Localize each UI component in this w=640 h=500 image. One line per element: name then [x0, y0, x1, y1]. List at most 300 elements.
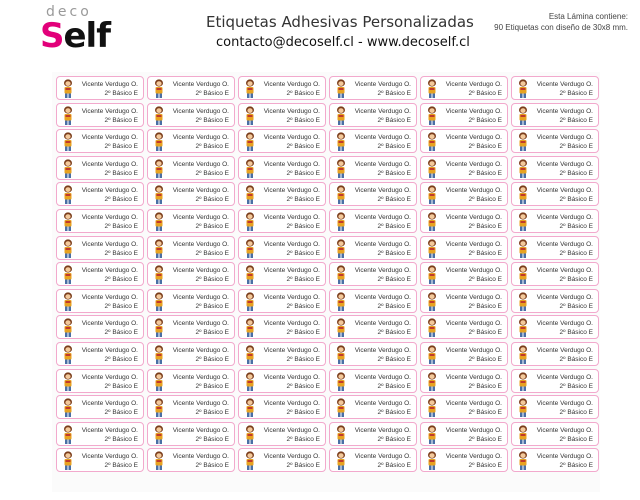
name-label	[420, 236, 508, 260]
label-student-name: Vicente Verdugo O.	[172, 134, 229, 142]
label-student-name: Vicente Verdugo O.	[81, 373, 138, 381]
label-student-name: Vicente Verdugo O.	[81, 213, 138, 221]
label-student-name: Vicente Verdugo O.	[81, 320, 138, 328]
label-text	[446, 346, 502, 364]
label-text	[173, 346, 229, 364]
label-course: 2º Básico E	[104, 409, 138, 417]
label-text	[173, 452, 229, 470]
name-label	[147, 289, 235, 313]
label-course: 2º Básico E	[286, 276, 320, 284]
cartoon-character-icon	[336, 132, 346, 152]
label-student-name: Vicente Verdugo O.	[263, 426, 320, 434]
label-text	[537, 80, 593, 98]
name-label	[238, 182, 326, 206]
label-course: 2º Básico E	[377, 462, 411, 470]
label-course: 2º Básico E	[468, 382, 502, 390]
label-course: 2º Básico E	[195, 302, 229, 310]
label-course: 2º Básico E	[468, 409, 502, 417]
name-label	[56, 448, 144, 472]
name-label	[329, 422, 417, 446]
label-text	[82, 213, 138, 231]
label-student-name: Vicente Verdugo O.	[354, 293, 411, 301]
cartoon-character-icon	[336, 318, 346, 338]
name-label	[147, 103, 235, 127]
label-course: 2º Básico E	[104, 355, 138, 363]
label-student-name: Vicente Verdugo O.	[354, 400, 411, 408]
label-text	[82, 160, 138, 178]
label-text	[264, 293, 320, 311]
label-text	[82, 240, 138, 258]
label-student-name: Vicente Verdugo O.	[172, 160, 229, 168]
cartoon-character-icon	[336, 451, 346, 471]
label-student-name: Vicente Verdugo O.	[172, 267, 229, 275]
cartoon-character-icon	[63, 239, 73, 259]
name-label	[56, 156, 144, 180]
cartoon-character-icon	[518, 265, 528, 285]
cartoon-character-icon	[427, 372, 437, 392]
cartoon-character-icon	[245, 185, 255, 205]
label-course: 2º Básico E	[559, 462, 593, 470]
label-text	[537, 373, 593, 391]
cartoon-character-icon	[336, 159, 346, 179]
name-label	[238, 103, 326, 127]
name-label	[147, 315, 235, 339]
label-course: 2º Básico E	[195, 143, 229, 151]
name-label	[238, 156, 326, 180]
cartoon-character-icon	[63, 398, 73, 418]
cartoon-character-icon	[427, 132, 437, 152]
label-student-name: Vicente Verdugo O.	[354, 373, 411, 381]
name-label	[511, 369, 599, 393]
cartoon-character-icon	[427, 212, 437, 232]
name-label	[56, 262, 144, 286]
label-student-name: Vicente Verdugo O.	[172, 373, 229, 381]
label-student-name: Vicente Verdugo O.	[445, 293, 502, 301]
cartoon-character-icon	[245, 106, 255, 126]
name-label	[56, 76, 144, 100]
label-student-name: Vicente Verdugo O.	[263, 107, 320, 115]
cartoon-character-icon	[245, 398, 255, 418]
name-label	[511, 103, 599, 127]
label-student-name: Vicente Verdugo O.	[263, 320, 320, 328]
name-label	[329, 289, 417, 313]
name-label	[511, 315, 599, 339]
label-course: 2º Básico E	[377, 409, 411, 417]
label-text	[446, 373, 502, 391]
label-student-name: Vicente Verdugo O.	[445, 373, 502, 381]
label-text	[537, 133, 593, 151]
name-label	[420, 156, 508, 180]
label-text	[173, 426, 229, 444]
label-student-name: Vicente Verdugo O.	[536, 426, 593, 434]
label-course: 2º Básico E	[559, 249, 593, 257]
cartoon-character-icon	[154, 265, 164, 285]
cartoon-character-icon	[63, 451, 73, 471]
cartoon-character-icon	[154, 212, 164, 232]
label-student-name: Vicente Verdugo O.	[263, 346, 320, 354]
cartoon-character-icon	[63, 79, 73, 99]
label-student-name: Vicente Verdugo O.	[536, 160, 593, 168]
label-grid	[56, 76, 599, 472]
sheet-info	[428, 11, 628, 33]
label-course: 2º Básico E	[104, 90, 138, 97]
label-student-name: Vicente Verdugo O.	[445, 267, 502, 275]
label-text	[355, 240, 411, 258]
name-label	[420, 262, 508, 286]
label-course: 2º Básico E	[468, 116, 502, 124]
label-text	[264, 319, 320, 337]
label-student-name: Vicente Verdugo O.	[445, 346, 502, 354]
label-student-name: Vicente Verdugo O.	[445, 320, 502, 328]
name-label	[329, 448, 417, 472]
label-student-name: Vicente Verdugo O.	[81, 400, 138, 408]
name-label	[329, 129, 417, 153]
name-label	[147, 182, 235, 206]
name-label	[420, 289, 508, 313]
label-text	[446, 319, 502, 337]
label-student-name: Vicente Verdugo O.	[263, 81, 320, 88]
label-student-name: Vicente Verdugo O.	[445, 160, 502, 168]
label-text	[537, 266, 593, 284]
logo-deco-text: deco	[46, 4, 92, 20]
name-label	[420, 129, 508, 153]
label-student-name: Vicente Verdugo O.	[536, 187, 593, 195]
cartoon-character-icon	[518, 79, 528, 99]
label-text	[82, 373, 138, 391]
cartoon-character-icon	[427, 292, 437, 312]
label-course: 2º Básico E	[195, 249, 229, 257]
cartoon-character-icon	[518, 132, 528, 152]
label-text	[355, 426, 411, 444]
label-course: 2º Básico E	[195, 90, 229, 97]
label-text	[355, 133, 411, 151]
label-student-name: Vicente Verdugo O.	[81, 160, 138, 168]
label-course: 2º Básico E	[468, 169, 502, 177]
label-course: 2º Básico E	[559, 302, 593, 310]
cartoon-character-icon	[336, 292, 346, 312]
label-text	[173, 107, 229, 125]
cartoon-character-icon	[518, 292, 528, 312]
name-label	[329, 262, 417, 286]
label-course: 2º Básico E	[104, 249, 138, 257]
label-student-name: Vicente Verdugo O.	[172, 320, 229, 328]
sheet-info-line2: 90 Etiquetas con diseño de 30x8 mm.	[494, 23, 628, 32]
label-text	[446, 80, 502, 98]
label-course: 2º Básico E	[195, 382, 229, 390]
label-student-name: Vicente Verdugo O.	[445, 240, 502, 248]
cartoon-character-icon	[154, 106, 164, 126]
label-text	[82, 426, 138, 444]
name-label	[147, 236, 235, 260]
label-course: 2º Básico E	[559, 116, 593, 124]
cartoon-character-icon	[427, 239, 437, 259]
label-student-name: Vicente Verdugo O.	[172, 187, 229, 195]
label-text	[173, 213, 229, 231]
label-text	[264, 373, 320, 391]
label-text	[82, 107, 138, 125]
label-text	[264, 186, 320, 204]
label-student-name: Vicente Verdugo O.	[536, 107, 593, 115]
label-student-name: Vicente Verdugo O.	[263, 373, 320, 381]
label-student-name: Vicente Verdugo O.	[354, 453, 411, 461]
name-label	[329, 103, 417, 127]
cartoon-character-icon	[245, 212, 255, 232]
label-student-name: Vicente Verdugo O.	[354, 267, 411, 275]
label-text	[264, 107, 320, 125]
name-label	[56, 182, 144, 206]
label-course: 2º Básico E	[104, 329, 138, 337]
cartoon-character-icon	[427, 451, 437, 471]
label-student-name: Vicente Verdugo O.	[445, 453, 502, 461]
name-label	[147, 448, 235, 472]
cartoon-character-icon	[245, 79, 255, 99]
label-text	[264, 266, 320, 284]
cartoon-character-icon	[63, 265, 73, 285]
label-text	[355, 213, 411, 231]
name-label	[56, 289, 144, 313]
label-text	[537, 452, 593, 470]
name-label	[56, 315, 144, 339]
label-text	[264, 213, 320, 231]
label-text	[173, 373, 229, 391]
label-student-name: Vicente Verdugo O.	[263, 213, 320, 221]
label-text	[173, 266, 229, 284]
label-student-name: Vicente Verdugo O.	[172, 426, 229, 434]
label-text	[82, 399, 138, 417]
label-text	[355, 319, 411, 337]
label-text	[173, 319, 229, 337]
label-course: 2º Básico E	[468, 329, 502, 337]
label-text	[446, 213, 502, 231]
label-student-name: Vicente Verdugo O.	[354, 320, 411, 328]
label-student-name: Vicente Verdugo O.	[354, 107, 411, 115]
label-course: 2º Básico E	[377, 302, 411, 310]
label-text	[82, 133, 138, 151]
label-text	[537, 319, 593, 337]
label-student-name: Vicente Verdugo O.	[172, 293, 229, 301]
cartoon-character-icon	[336, 106, 346, 126]
label-course: 2º Básico E	[377, 222, 411, 230]
label-student-name: Vicente Verdugo O.	[536, 213, 593, 221]
label-course: 2º Básico E	[104, 302, 138, 310]
label-course: 2º Básico E	[377, 382, 411, 390]
name-label	[420, 103, 508, 127]
cartoon-character-icon	[245, 292, 255, 312]
label-text	[264, 426, 320, 444]
label-student-name: Vicente Verdugo O.	[81, 426, 138, 434]
cartoon-character-icon	[63, 132, 73, 152]
label-course: 2º Básico E	[559, 143, 593, 151]
label-course: 2º Básico E	[468, 355, 502, 363]
label-text	[446, 426, 502, 444]
cartoon-character-icon	[63, 106, 73, 126]
label-course: 2º Básico E	[468, 196, 502, 204]
label-course: 2º Básico E	[286, 329, 320, 337]
cartoon-character-icon	[427, 398, 437, 418]
name-label	[56, 103, 144, 127]
label-text	[82, 346, 138, 364]
name-label	[238, 342, 326, 366]
cartoon-character-icon	[154, 185, 164, 205]
cartoon-character-icon	[336, 212, 346, 232]
label-course: 2º Básico E	[468, 462, 502, 470]
label-student-name: Vicente Verdugo O.	[536, 320, 593, 328]
label-student-name: Vicente Verdugo O.	[536, 81, 593, 88]
label-student-name: Vicente Verdugo O.	[263, 187, 320, 195]
label-text	[355, 399, 411, 417]
name-label	[511, 448, 599, 472]
name-label	[147, 262, 235, 286]
label-course: 2º Básico E	[377, 355, 411, 363]
label-course: 2º Básico E	[104, 435, 138, 443]
name-label	[238, 76, 326, 100]
cartoon-character-icon	[518, 185, 528, 205]
name-label	[238, 448, 326, 472]
label-student-name: Vicente Verdugo O.	[536, 453, 593, 461]
label-student-name: Vicente Verdugo O.	[445, 213, 502, 221]
name-label	[238, 289, 326, 313]
label-text	[446, 160, 502, 178]
cartoon-character-icon	[154, 318, 164, 338]
label-student-name: Vicente Verdugo O.	[172, 453, 229, 461]
cartoon-character-icon	[245, 239, 255, 259]
name-label	[420, 209, 508, 233]
label-course: 2º Básico E	[377, 435, 411, 443]
label-student-name: Vicente Verdugo O.	[536, 293, 593, 301]
label-course: 2º Básico E	[286, 409, 320, 417]
label-course: 2º Básico E	[468, 143, 502, 151]
name-label	[511, 289, 599, 313]
cartoon-character-icon	[518, 398, 528, 418]
label-course: 2º Básico E	[104, 143, 138, 151]
name-label	[238, 236, 326, 260]
label-course: 2º Básico E	[559, 329, 593, 337]
label-course: 2º Básico E	[377, 169, 411, 177]
label-course: 2º Básico E	[377, 329, 411, 337]
label-text	[537, 399, 593, 417]
label-student-name: Vicente Verdugo O.	[172, 400, 229, 408]
label-student-name: Vicente Verdugo O.	[263, 160, 320, 168]
label-course: 2º Básico E	[195, 409, 229, 417]
cartoon-character-icon	[154, 132, 164, 152]
label-student-name: Vicente Verdugo O.	[354, 81, 411, 88]
cartoon-character-icon	[154, 159, 164, 179]
name-label	[420, 422, 508, 446]
label-text	[446, 266, 502, 284]
cartoon-character-icon	[518, 451, 528, 471]
name-label	[511, 76, 599, 100]
cartoon-character-icon	[63, 345, 73, 365]
label-course: 2º Básico E	[104, 222, 138, 230]
logo-elf-letters: elf	[63, 16, 111, 56]
label-course: 2º Básico E	[559, 196, 593, 204]
label-student-name: Vicente Verdugo O.	[354, 426, 411, 434]
label-course: 2º Básico E	[286, 435, 320, 443]
label-text	[355, 293, 411, 311]
label-text	[264, 346, 320, 364]
sheet-info-line1: Esta Lámina contiene:	[548, 12, 628, 21]
label-student-name: Vicente Verdugo O.	[81, 107, 138, 115]
label-student-name: Vicente Verdugo O.	[445, 187, 502, 195]
label-text	[355, 107, 411, 125]
name-label	[329, 395, 417, 419]
label-text	[355, 346, 411, 364]
cartoon-character-icon	[63, 372, 73, 392]
label-student-name: Vicente Verdugo O.	[172, 240, 229, 248]
name-label	[420, 342, 508, 366]
label-student-name: Vicente Verdugo O.	[354, 346, 411, 354]
label-course: 2º Básico E	[195, 276, 229, 284]
label-course: 2º Básico E	[468, 222, 502, 230]
cartoon-character-icon	[336, 425, 346, 445]
label-student-name: Vicente Verdugo O.	[536, 346, 593, 354]
label-student-name: Vicente Verdugo O.	[445, 107, 502, 115]
cartoon-character-icon	[518, 159, 528, 179]
label-course: 2º Básico E	[286, 382, 320, 390]
name-label	[56, 209, 144, 233]
label-course: 2º Básico E	[559, 355, 593, 363]
cartoon-character-icon	[336, 398, 346, 418]
name-label	[238, 209, 326, 233]
label-text	[264, 133, 320, 151]
name-label	[147, 342, 235, 366]
label-course: 2º Básico E	[468, 276, 502, 284]
cartoon-character-icon	[518, 212, 528, 232]
name-label	[329, 182, 417, 206]
label-course: 2º Básico E	[104, 276, 138, 284]
label-student-name: Vicente Verdugo O.	[445, 426, 502, 434]
name-label	[147, 369, 235, 393]
name-label	[511, 156, 599, 180]
cartoon-character-icon	[518, 239, 528, 259]
label-student-name: Vicente Verdugo O.	[81, 346, 138, 354]
label-text	[173, 160, 229, 178]
label-course: 2º Básico E	[195, 116, 229, 124]
label-course: 2º Básico E	[559, 409, 593, 417]
cartoon-character-icon	[63, 159, 73, 179]
name-label	[147, 76, 235, 100]
name-label	[329, 209, 417, 233]
label-course: 2º Básico E	[286, 143, 320, 151]
label-student-name: Vicente Verdugo O.	[172, 213, 229, 221]
cartoon-character-icon	[336, 79, 346, 99]
label-course: 2º Básico E	[286, 169, 320, 177]
label-text	[173, 240, 229, 258]
label-course: 2º Básico E	[104, 116, 138, 124]
cartoon-character-icon	[427, 345, 437, 365]
cartoon-character-icon	[154, 239, 164, 259]
name-label	[511, 342, 599, 366]
label-text	[264, 452, 320, 470]
name-label	[329, 315, 417, 339]
label-text	[537, 293, 593, 311]
label-text	[264, 160, 320, 178]
label-course: 2º Básico E	[286, 90, 320, 97]
cartoon-character-icon	[245, 345, 255, 365]
label-text	[446, 186, 502, 204]
label-text	[82, 266, 138, 284]
cartoon-character-icon	[336, 185, 346, 205]
label-student-name: Vicente Verdugo O.	[445, 134, 502, 142]
label-course: 2º Básico E	[559, 222, 593, 230]
label-course: 2º Básico E	[286, 302, 320, 310]
label-text	[82, 452, 138, 470]
label-student-name: Vicente Verdugo O.	[172, 346, 229, 354]
label-course: 2º Básico E	[559, 276, 593, 284]
label-student-name: Vicente Verdugo O.	[172, 81, 229, 88]
label-text	[264, 80, 320, 98]
label-course: 2º Básico E	[195, 222, 229, 230]
